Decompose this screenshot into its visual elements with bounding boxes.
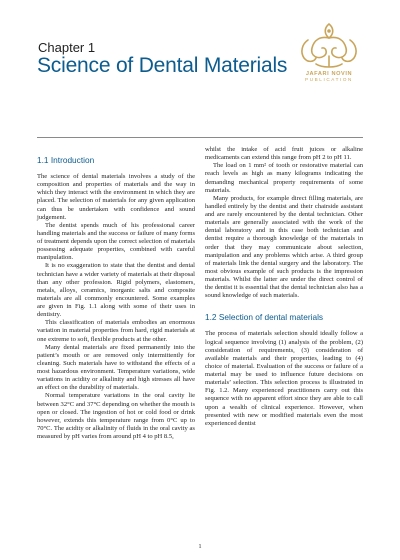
publisher-emblem-icon (294, 18, 364, 70)
paragraph: The process of materials selection should ideally follow a logical sequence involving (1) analysis of the problem, (2) consideration of requirements, (3) consideration of available materials and their properties, leading to (4) choice of material. Evaluation of the success or failure of a material may be used to influence future decisions on materials’ selection. This selection process is illustrated in Fig. 1.2. Many experienced practitioners carry out this sequence with no apparent effort since they are able to call upon a wealth of clinical experience. However, when presented with new or modified materials even the most experienced dentist (205, 330, 363, 427)
page-number: 1 (198, 543, 202, 550)
header-divider (37, 137, 363, 138)
paragraph: Many products, for example direct filling materials, are handled entirely by the dentist and their chairside assistant and are rarely encountered by the dental technician. Other materials are generally associated with the work of the dental laboratory and in this case both technician and dentist require a thorough knowledge of the materials in order that they may communicate about selection, manipulation and any problems which arise. A third group of materials link the dental surgery and the laboratory. The most obvious example of such products is the impression materials. Whilst the latter are under the direct control of the dentist it is essential that the dental technician also has a sound knowledge of such materials. (205, 194, 363, 300)
paragraph: Many dental materials are fixed permanently into the patient’s mouth or are removed only intermittently for cleaning. Such materials have to withstand the effects of a most hazardous environment. Temperature variations, wide variations in acidity or alkalinity and high stresses all have an effect on the durability of materials. (37, 343, 195, 392)
paragraph: The load on 1 mm² of tooth or restorative material can reach levels as high as many kilograms indicating the demanding mechanical property requirements of some materials. (205, 162, 363, 194)
publisher-logo (287, 18, 371, 102)
chapter-label: Chapter 1 (38, 40, 96, 55)
paragraph: whilst the intake of acid fruit juices or alkaline medicaments can extend this range from pH 2 to pH 11. (205, 146, 363, 162)
section-heading-introduction: 1.1 Introduction (37, 155, 95, 165)
paragraph: The science of dental materials involves a study of the composition and properties of materials and the way in which they interact with the environment in which they are placed. The selection of materials for any given application can thus be undertaken with confidence and sound judgement. (37, 173, 195, 221)
right-column (205, 146, 363, 428)
paragraph: The dentist spends much of his professional career handling materials and the success or failure of many forms of treatment depends upon the correct selection of materials possessing adequate properties, combined with careful manipulation. (37, 221, 195, 262)
paragraph: Normal temperature variations in the oral cavity lie between 32°C and 37°C depending on whether the mouth is open or closed. The ingestion of hot or cold food or drink however, extends this temperature range from 0°C up to 70°C. The acidity or alkalinity of fluids in the oral cavity as measured by pH varies from around pH 4 to pH 8.5, (37, 392, 195, 440)
left-column (37, 148, 195, 441)
paragraph: This classification of materials embodies an enormous variation in material properties from hard, rigid materials at one extreme to soft, flexible products at the other. (37, 319, 195, 343)
paragraph: It is no exaggeration to state that the dentist and dental technician have a wider variety of materials at their disposal than any other profession. Rigid polymers, elastomers, metals, alloys, ceramics, inorganic salts and composite materials are all commonly encountered. Some examples are given in Fig. 1.1 along with some of their uses in dentistry. (37, 262, 195, 319)
publisher-subtitle: PUBLICATION (305, 77, 353, 82)
publisher-name: JAFARI NOVIN (305, 71, 353, 77)
chapter-title: Science of Dental Materials (37, 54, 288, 77)
section-heading-selection: 1.2 Selection of dental materials (205, 312, 324, 323)
